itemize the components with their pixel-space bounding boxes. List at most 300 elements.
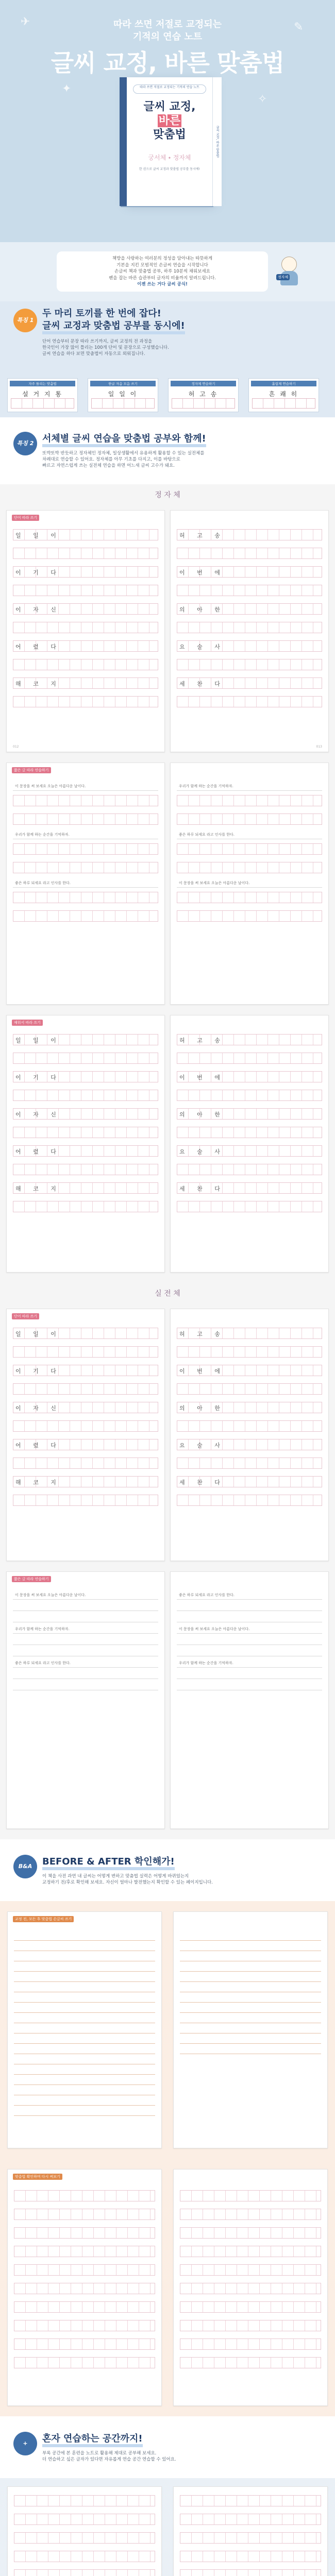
sample-card-caption: 자주 틀리는 맞춤법	[10, 381, 75, 386]
hero-subtitle-line2: 기적의 연습 노트	[132, 31, 203, 42]
practice-word: 의 아 한	[179, 1111, 225, 1118]
worksheets-section-1	[0, 484, 335, 1283]
worksheet-rows	[13, 529, 158, 741]
sample-cards	[0, 376, 335, 417]
practice-grid-row	[13, 622, 158, 633]
practice-grid-row	[13, 1071, 158, 1082]
practice-grid-row	[180, 2551, 321, 2562]
practice-grid-row	[13, 1182, 158, 1194]
before-sheet-right	[173, 1911, 328, 2148]
sample-card-caption: 흘림체 연습하기	[251, 381, 316, 386]
practice-grid-row	[13, 1346, 158, 1358]
worksheet-label: 단어 따라 쓰기	[12, 1313, 39, 1319]
blank-line	[13, 1672, 158, 1679]
practice-grid-row	[13, 843, 158, 855]
sample-card-caption: 정자체 연습하기	[171, 381, 236, 386]
practice-grid-row	[177, 910, 322, 922]
practice-grid-row	[13, 1127, 158, 1138]
book-spine: 글씨 교정, 바른 맞춤법	[212, 77, 222, 206]
practice-grid-row	[177, 1127, 322, 1138]
blank-line	[13, 1649, 158, 1656]
character-illustration	[277, 257, 301, 286]
book-title-line1: 글씨 교정,	[143, 100, 196, 113]
practice-grid-row	[13, 1090, 158, 1101]
intro-line: 기본을 지킨 모범적인 손글씨 연습을 시작합니다	[116, 262, 208, 268]
worksheet-rows	[180, 2495, 321, 2576]
practice-grid-row	[14, 2264, 155, 2276]
paper-plane-icon: ✈	[21, 15, 30, 28]
worksheet-label: 단어 따라 쓰기	[12, 515, 39, 521]
practice-grid-row	[180, 2190, 321, 2201]
note-line	[14, 2097, 155, 2106]
note-line	[180, 2036, 321, 2044]
note-line	[14, 1963, 155, 1972]
sample-card-glyphs: 일 일 이	[108, 391, 138, 398]
alone-practice-header	[0, 2416, 335, 2478]
practice-grid-row	[180, 2246, 321, 2257]
note-line	[14, 2025, 155, 2033]
feature-2-desc-line: 차례대로 연습할 수 있어요. 정자체를 아무 기초를 다지고, 이를 바탕으로	[42, 457, 180, 462]
practice-word: 세 찬 다	[179, 1185, 225, 1192]
practice-grid-row	[177, 1328, 322, 1339]
free-practice-sheet-right	[173, 2486, 328, 2576]
feature-1-title-line1: 두 마리 토끼를 한 번에 잡다!	[42, 308, 161, 319]
practice-grid-row	[13, 677, 158, 689]
practice-grid-row	[177, 1402, 322, 1413]
practice-grid-row	[177, 1053, 322, 1064]
hero-banner	[0, 0, 335, 242]
blank-line	[13, 1604, 158, 1611]
practice-grid-row	[177, 603, 322, 615]
note-line	[14, 1984, 155, 1992]
worksheet-page	[6, 510, 165, 752]
practice-grid-row	[13, 1402, 158, 1413]
worksheet-page	[6, 1309, 165, 1561]
practice-grid-row	[13, 1108, 158, 1120]
practice-grid-row	[13, 585, 158, 596]
practice-word: 허 고 송	[179, 1037, 225, 1044]
after-sheet	[7, 2169, 162, 2406]
note-lines	[14, 1933, 155, 2138]
blank-line	[177, 1638, 322, 1645]
practice-grid-row	[13, 1458, 158, 1469]
feature-2-desc-line: 또박또박 반듯하고 정자체인 정자체, 일상생활에서 유용하게 활용할 수 있는 실전체를	[42, 451, 205, 456]
hero-title: 글씨 교정, 바른 맞춤법	[51, 49, 284, 77]
before-after-desc-line: 교정하기 전/후로 확인해 보세요. 자신이 얼마나 발전했는지 확인할 수 있는 페이지입니다.	[42, 1880, 213, 1885]
practice-grid-row	[14, 2283, 155, 2294]
page-number: 013	[316, 745, 322, 749]
practice-grid-row	[177, 1034, 322, 1045]
note-line	[14, 1933, 155, 1941]
practice-word: 이 번 에	[179, 569, 225, 576]
sentence-line: 우리가 함께 하는 순간을 기억하자.	[177, 1660, 322, 1668]
after-sheet-label: 맞춤법 확인하며 다시 써보기	[13, 2174, 62, 2180]
practice-grid-row	[177, 814, 322, 825]
worksheet-rows	[177, 529, 322, 741]
note-line	[180, 1963, 321, 1972]
practice-grid-row	[177, 677, 322, 689]
sentence-line: 이 문장을 써 보세요 오늘은 아름다운 날이다.	[177, 1626, 322, 1634]
sentence-line: 우리가 함께 하는 순간을 기억하자.	[177, 784, 322, 791]
note-lines	[180, 1933, 321, 2138]
book-title-line3: 맞춤법	[153, 128, 186, 141]
note-line	[180, 2005, 321, 2013]
practice-grid-row	[14, 2569, 155, 2576]
after-sheet-right	[173, 2169, 328, 2406]
alone-practice-desc-line: 더 연습하고 싶은 글자가 있다면 자유롭게 연습 공간 연습할 수 있어요.	[42, 2457, 176, 2462]
practice-grid-row	[177, 696, 322, 707]
practice-word: 해 코 지	[15, 681, 61, 687]
practice-grid-row	[177, 1164, 322, 1175]
practice-grid-row	[177, 1201, 322, 1212]
practice-grid-row	[14, 2320, 155, 2331]
book-title	[127, 100, 212, 142]
practice-grid-row	[177, 1365, 322, 1376]
worksheet-rows	[14, 2495, 155, 2576]
before-after-header	[0, 1839, 335, 1901]
practice-grid-row	[13, 1164, 158, 1175]
sample-card-caption: 한글 자음 모음 쓰기	[90, 381, 156, 386]
practice-grid-row	[177, 1145, 322, 1157]
sample-card-grid	[91, 398, 155, 409]
blank-line	[177, 1672, 322, 1679]
sample-card	[248, 378, 319, 412]
note-line	[14, 2015, 155, 2023]
practice-grid-row	[14, 2246, 155, 2257]
practice-grid-row	[177, 843, 322, 855]
practice-grid-row	[180, 2495, 321, 2506]
feature-1-title-line2: 글씨 교정과 맞춤법 공부를 동시에!	[42, 320, 185, 334]
practice-grid-row	[177, 659, 322, 670]
book-desc: 한 권으로 글씨 교정과 맞춤법 공부를 동시에!	[139, 167, 200, 171]
practice-grid-row	[13, 603, 158, 615]
note-line	[14, 1953, 155, 1961]
note-line	[14, 1974, 155, 1982]
blank-line	[13, 1638, 158, 1645]
practice-grid-row	[177, 1495, 322, 1506]
intro-line: 손글씨 책과 맞춤법 공부, 하루 10분씩 채워보세요	[114, 269, 210, 274]
practice-grid-row	[177, 795, 322, 806]
practice-grid-row	[177, 548, 322, 559]
blank-line	[13, 1615, 158, 1622]
practice-grid-row	[177, 1383, 322, 1395]
practice-word: 이 번 에	[179, 1368, 225, 1375]
sentence-line: 우리가 함께 하는 순간을 기억하자.	[13, 832, 158, 839]
practice-word: 요 술 사	[179, 1442, 225, 1449]
book-cover	[120, 77, 212, 206]
sentence-line: 좋은 하루 되세요 라고 인사를 한다.	[13, 1660, 158, 1668]
feature-1	[0, 301, 335, 376]
feature-2-desc-line: 빠르고 자연스럽게 쓰는 실전체 연습을 하면 어느새 글씨 고수가 돼요.	[42, 463, 175, 468]
sample-card	[168, 378, 239, 412]
worksheet-page	[6, 1015, 165, 1273]
practice-grid-row	[13, 1328, 158, 1339]
intro-line: 책방을 사랑하는 여러분의 정성을 담아내는 따뜻하게	[112, 256, 213, 261]
before-sheet-label: 교정 전, 모든 후 맞춤법 손글씨 쓰기	[13, 1916, 74, 1922]
practice-grid-row	[180, 2227, 321, 2239]
section-1-title: 정 자 체	[155, 491, 180, 499]
before-after-desc	[42, 1873, 213, 1886]
book-top-tagline: 따라 쓰면 저절로 교정되는 기적의 연습 노트	[133, 84, 206, 94]
practice-word: 이 기 다	[15, 1074, 61, 1081]
feature-1-desc-line: 단어 연습부터 문장 따라 쓰기까지, 글씨 교정의 전 과정을	[42, 339, 153, 344]
note-line	[180, 1953, 321, 1961]
practice-grid-row	[14, 2190, 155, 2201]
worksheet-page	[170, 1015, 329, 1273]
sparkle-icon: ✧	[258, 93, 267, 106]
note-line	[14, 1994, 155, 2003]
practice-word: 이 기 다	[15, 569, 61, 576]
hero-subtitle-line1: 따라 쓰면 저절로 교정되는	[113, 19, 222, 30]
practice-word: 의 아 한	[179, 1405, 225, 1412]
practice-grid-row	[180, 2338, 321, 2350]
feature-1-desc-line: 한국인이 가장 많이 틀리는 100개 단어 및 문장으로 구성했습니다.	[42, 345, 169, 350]
note-line	[14, 2036, 155, 2044]
practice-grid-row	[13, 892, 158, 903]
practice-grid-row	[177, 1090, 322, 1101]
page-number: 012	[13, 745, 19, 749]
character-head	[281, 257, 297, 272]
note-line	[14, 2005, 155, 2013]
blank-line	[177, 1649, 322, 1656]
practice-grid-row	[180, 2209, 321, 2220]
sentence-line: 이 문장을 써 보세요 오늘은 아름다운 날이다.	[13, 784, 158, 791]
practice-grid-row	[180, 2264, 321, 2276]
practice-grid-row	[14, 2495, 155, 2506]
practice-grid-row	[177, 892, 322, 903]
worksheet-rows	[13, 1592, 158, 1818]
book-hand-sample: 궁서체 ∙ 정자체	[148, 154, 191, 161]
sentence-line: 이 문장을 써 보세요 오늘은 아름다운 날이다.	[177, 880, 322, 888]
worksheet-rows	[13, 784, 158, 994]
feature-1-title	[42, 308, 185, 332]
practice-grid-row	[14, 2551, 155, 2562]
practice-grid-row	[180, 2569, 321, 2576]
practice-word: 허 고 송	[179, 532, 225, 539]
note-line	[180, 2015, 321, 2023]
note-line	[14, 1943, 155, 1951]
sentence-line: 좋은 하루 되세요 라고 인사를 한다.	[13, 880, 158, 888]
practice-grid-row	[177, 862, 322, 873]
alone-practice-title	[42, 2433, 143, 2445]
note-line	[180, 1943, 321, 1951]
practice-grid-row	[13, 1053, 158, 1064]
practice-grid-row	[177, 1420, 322, 1432]
practice-grid-row	[13, 1420, 158, 1432]
practice-grid-row	[177, 566, 322, 578]
intro-box	[57, 251, 268, 292]
practice-grid-row	[177, 1346, 322, 1358]
sentence-line: 우리가 함께 하는 순간을 기억하자.	[13, 1626, 158, 1634]
note-line	[180, 1994, 321, 2003]
section-2-title: 실 전 체	[155, 1290, 180, 1298]
practice-word: 세 찬 다	[179, 1479, 225, 1486]
practice-grid-row	[14, 2227, 155, 2239]
practice-grid-row	[177, 1108, 322, 1120]
practice-grid-row	[13, 1476, 158, 1487]
worksheet-label: 채워서 따라 쓰기	[12, 1020, 43, 1026]
note-line	[14, 2087, 155, 2095]
worksheet-rows	[14, 2190, 155, 2395]
hero-subtitle	[0, 19, 335, 43]
practice-grid-row	[13, 548, 158, 559]
practice-word: 일 일 이	[15, 1037, 61, 1044]
blank-line	[177, 1683, 322, 1690]
worksheet-rows	[180, 2190, 321, 2395]
practice-grid-row	[13, 862, 158, 873]
practice-word: 이 기 다	[15, 1368, 61, 1375]
feature-1-desc	[42, 338, 169, 357]
sample-card-grid	[11, 398, 74, 409]
worksheet-rows	[13, 1034, 158, 1262]
worksheets-section-2	[0, 1283, 335, 1839]
worksheet-rows	[177, 1034, 322, 1262]
practice-grid-row	[177, 1458, 322, 1469]
before-after-title	[42, 1856, 175, 1868]
feature-2-title	[42, 433, 206, 445]
worksheet-page	[6, 762, 165, 1005]
practice-word: 요 술 사	[179, 1148, 225, 1155]
practice-grid-row	[177, 585, 322, 596]
practice-grid-row	[180, 2514, 321, 2525]
before-sheet	[7, 1911, 162, 2148]
practice-grid-row	[13, 640, 158, 652]
practice-grid-row	[13, 1439, 158, 1450]
feature-2-title-line1: 서체별 글씨 연습을 맞춤법 공부와 함께!	[42, 433, 206, 447]
practice-grid-row	[13, 1365, 158, 1376]
alone-practice-badge: +	[13, 2432, 37, 2455]
practice-word: 이 자 신	[15, 1111, 61, 1118]
note-line	[14, 2077, 155, 2085]
blank-line	[177, 1615, 322, 1622]
practice-word: 이 자 신	[15, 606, 61, 613]
practice-grid-row	[13, 1495, 158, 1506]
worksheet-rows	[177, 784, 322, 994]
practice-grid-row	[13, 1383, 158, 1395]
practice-grid-row	[177, 1182, 322, 1194]
worksheet-page	[6, 1571, 165, 1829]
note-line	[180, 1984, 321, 1992]
worksheet-rows	[13, 1328, 158, 1550]
note-line	[14, 2108, 155, 2116]
sentence-line: 이 문장을 써 보세요 오늘은 아름다운 날이다.	[13, 1592, 158, 1600]
star-icon: ✦	[62, 82, 72, 95]
practice-word: 이 자 신	[15, 1405, 61, 1412]
practice-grid-row	[180, 2301, 321, 2313]
practice-grid-row	[177, 1071, 322, 1082]
worksheet-page	[170, 1309, 329, 1561]
practice-grid-row	[13, 910, 158, 922]
practice-word: 허 고 송	[179, 1331, 225, 1337]
sample-card-grid	[252, 398, 315, 409]
worksheet-page	[170, 1571, 329, 1829]
sample-card-grid	[172, 398, 235, 409]
sample-card-glyphs: 흔 쾌 히	[269, 391, 299, 398]
worksheet-label: 짧은 글 따라 연습하기	[12, 767, 51, 773]
sample-card	[7, 378, 78, 412]
sample-card-glyphs: 허 고 송	[188, 391, 219, 398]
worksheet-label: 짧은 글 따라 연습하기	[12, 1576, 51, 1582]
intro-section	[0, 242, 335, 301]
intro-highlight: 이젠 쓰는 거다 글씨 공식!	[137, 282, 188, 287]
free-practice-sheet	[7, 2486, 162, 2576]
practice-grid-row	[177, 640, 322, 652]
practice-word: 어 렸 다	[15, 1442, 61, 1449]
feature-1-desc-line: 글씨 연습을 하다 보면 맞춤법이 자동으로 외워집니다.	[42, 351, 145, 357]
pencil-icon: ✎	[294, 21, 304, 33]
practice-grid-row	[177, 1476, 322, 1487]
blank-line	[177, 1604, 322, 1611]
practice-word: 세 찬 다	[179, 681, 225, 687]
practice-grid-row	[14, 2532, 155, 2544]
practice-word: 해 코 지	[15, 1479, 61, 1486]
sentence-line: 좋은 하루 되세요 라고 인사를 한다.	[177, 832, 322, 839]
practice-word: 의 아 한	[179, 606, 225, 613]
practice-grid-row	[13, 814, 158, 825]
note-line	[180, 2025, 321, 2033]
note-line	[180, 1933, 321, 1941]
worksheet-rows	[177, 1592, 322, 1818]
before-after-sheets	[0, 1901, 335, 2416]
before-after-badge: B&A	[13, 1855, 37, 1878]
practice-grid-row	[13, 659, 158, 670]
practice-grid-row	[13, 566, 158, 578]
character-tag: 정자체	[276, 274, 290, 280]
alone-practice-title-line: 혼자 연습하는 공간까지!	[42, 2433, 143, 2447]
note-line	[14, 2046, 155, 2054]
note-line	[180, 2046, 321, 2054]
alone-practice-desc-line: 부록 공간에 본 훈련을 노트로 활용해 제대로 공부해 보세요.	[42, 2451, 157, 2456]
practice-grid-row	[13, 696, 158, 707]
note-line	[180, 1974, 321, 1982]
feature-2-badge: 특징 2	[13, 432, 37, 455]
feature-2-desc	[42, 450, 204, 469]
worksheet-page	[170, 762, 329, 1005]
note-line	[14, 2056, 155, 2064]
worksheet-page	[170, 510, 329, 752]
practice-grid-row	[177, 622, 322, 633]
sample-card	[88, 378, 158, 412]
intro-line: 펜을 잡는 바른 습관부터 글자의 비율까지 알려드립니다.	[109, 275, 216, 281]
practice-grid-row	[13, 795, 158, 806]
practice-word: 어 렸 다	[15, 1148, 61, 1155]
practice-grid-row	[14, 2301, 155, 2313]
practice-grid-row	[180, 2357, 321, 2368]
sentence-line: 좋은 하루 되세요 라고 인사를 한다.	[177, 1592, 322, 1600]
practice-grid-row	[14, 2357, 155, 2368]
alone-practice-desc	[42, 2450, 176, 2463]
practice-grid-row	[14, 2209, 155, 2220]
practice-word: 어 렸 다	[15, 643, 61, 650]
practice-grid-row	[180, 2283, 321, 2294]
alone-practice-sheets	[0, 2478, 335, 2576]
note-line	[14, 2066, 155, 2075]
practice-grid-row	[177, 529, 322, 540]
practice-grid-row	[14, 2514, 155, 2525]
practice-grid-row	[13, 1145, 158, 1157]
practice-grid-row	[14, 2338, 155, 2350]
practice-word: 일 일 이	[15, 532, 61, 539]
book-title-accent: 바른	[158, 114, 181, 127]
practice-grid-row	[13, 1201, 158, 1212]
sample-card-glyphs: 설 거 지 통	[22, 391, 63, 398]
practice-word: 해 코 지	[15, 1185, 61, 1192]
practice-word: 이 번 에	[179, 1074, 225, 1081]
practice-word: 일 일 이	[15, 1331, 61, 1337]
practice-grid-row	[13, 1034, 158, 1045]
practice-grid-row	[180, 2532, 321, 2544]
before-after-title-line: BEFORE & AFTER 학인해가!	[42, 1856, 175, 1870]
